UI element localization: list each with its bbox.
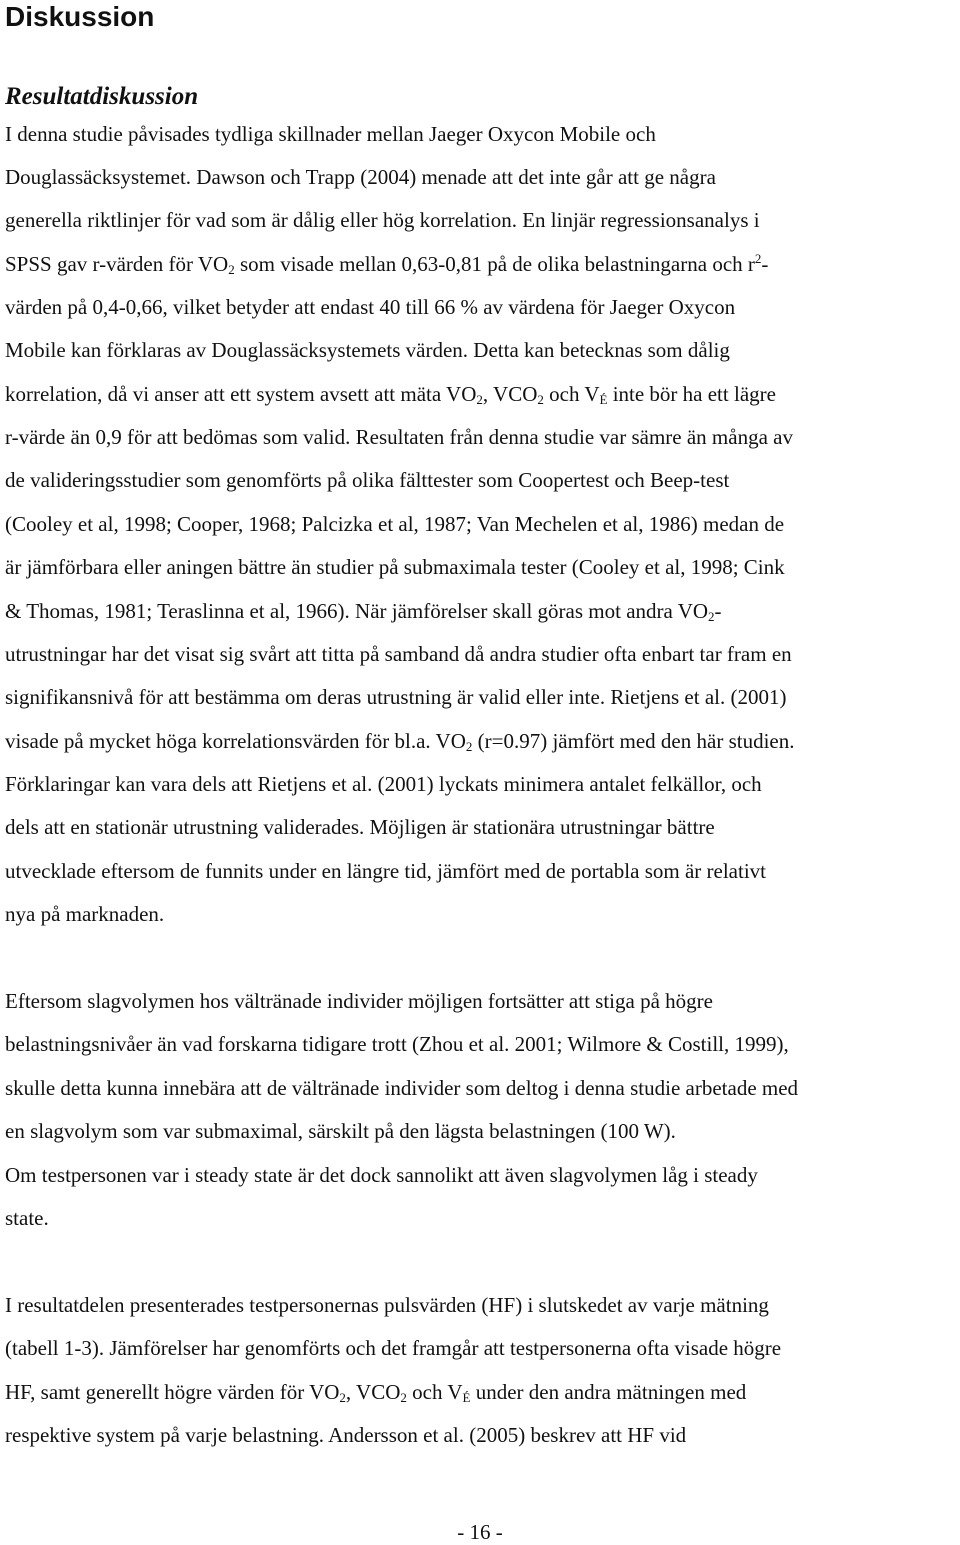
subscript: 2 [400,1390,407,1405]
text-line: (tabell 1-3). Jämförelser har genomförts och det framgår att testpersonerna ofta visade högre [5,1336,782,1360]
text-line: skulle detta kunna innebära att de vältränade individer som deltog i denna studie arbetade med [5,1076,799,1100]
text-line: Förklaringar kan vara dels att Rietjens et al. (2001) lyckats minimera antalet felkällor, och [5,772,762,796]
page-number: - 16 - [457,1520,503,1544]
text-line: värden på 0,4-0,66, vilket betyder att endast 40 till 66 % av värdena för Jaeger Oxycon [5,295,736,319]
text-line: belastningsnivåer än vad forskarna tidigare trott (Zhou et al. 2001; Wilmore & Costill, 1999), [5,1032,789,1056]
text-line: respektive system på varje belastning. Andersson et al. (2005) beskrev att HF vid [5,1423,687,1447]
text-line: state. [5,1206,49,1230]
subscript: É [599,392,608,407]
text-line: Om testpersonen var i steady state är det dock sannolikt att även slagvolymen låg i steady [5,1163,758,1187]
text-line: dels att en stationär utrustning validerades. Möjligen är stationära utrustningar bättre [5,815,715,839]
subsection-heading: Resultatdiskussion [5,83,199,110]
text-line: Douglassäcksystemet. Dawson och Trapp (2004) menade att det inte går att ge några [5,165,716,189]
text-line: & Thomas, 1981; Teraslinna et al, 1966). När jämförelser skall göras mot andra $VO_2-$ [5,599,722,624]
text-line: Mobile kan förklaras av Douglassäcksystemets värden. Detta kan betecknas som dålig [5,338,730,362]
text-line: r-värde än 0,9 för att bedömas som valid. Resultaten från denna studie var sämre än många av [5,425,793,449]
text-line: de valideringsstudier som genomförts på olika fälttester som Coopertest och Beep-test [5,468,730,492]
text-line: en slagvolym som var submaximal, särskilt på den lägsta belastningen (100 W). [5,1119,676,1143]
text-line: Eftersom slagvolymen hos vältränade individer möjligen fortsätter att stiga på högre [5,989,713,1013]
subscript: 2 [476,392,483,407]
text-line: SPSS gav r-värden för $VO_2$ som visade mellan 0,63-0,81 på de olika belastningarna och $r^2-$ [5,251,769,277]
subscript: 2 [465,739,473,754]
text-line: visade på mycket höga korrelationsvärden för bl.a. $VO_2$ (r=0.97) jämfört med den här studien. [5,729,795,754]
subscript: É [462,1390,471,1405]
text-line: (Cooley et al, 1998; Cooper, 1968; Palcizka et al, 1987; Van Mechelen et al, 1986) medan de [5,512,785,536]
subscript: 2 [228,262,235,277]
text-line: är jämförbara eller aningen bättre än studier på submaximala tester (Cooley et al, 1998; Cink [5,555,785,579]
section-heading: Diskussion [5,1,155,32]
subscript: 2 [537,392,544,407]
subscript: 2 [339,1390,346,1405]
text-line: I denna studie påvisades tydliga skillnader mellan Jaeger Oxycon Mobile och [5,122,656,146]
text-line: nya på marknaden. [5,902,165,926]
text-line: HF, samt generellt högre värden för $VO_2$, $VCO_2$ och $V_É$ under den andra mätningen med [5,1380,747,1405]
subscript: 2 [708,609,715,624]
text-line: generella riktlinjer för vad som är dålig eller hög korrelation. En linjär regressionsanalys i [5,208,760,232]
text-line: utrustningar har det visat sig svårt att titta på samband då andra studier ofta enbart tar fram en [5,642,792,666]
text-line: utvecklade eftersom de funnits under en längre tid, jämfört med de portabla som är relativt [5,859,766,883]
text-line: signifikansnivå för att bestämma om deras utrustning är valid eller inte. Rietjens et al. (2001) [5,685,787,709]
text-line: korrelation, då vi anser att ett system avsett att mäta $VO_2$, $VCO_2$ och $V_É$ inte bör ha ett lägre [5,382,776,407]
superscript: 2 [754,251,762,266]
text-line: I resultatdelen presenterades testpersonernas pulsvärden (HF) i slutskedet av varje mätning [5,1293,769,1317]
